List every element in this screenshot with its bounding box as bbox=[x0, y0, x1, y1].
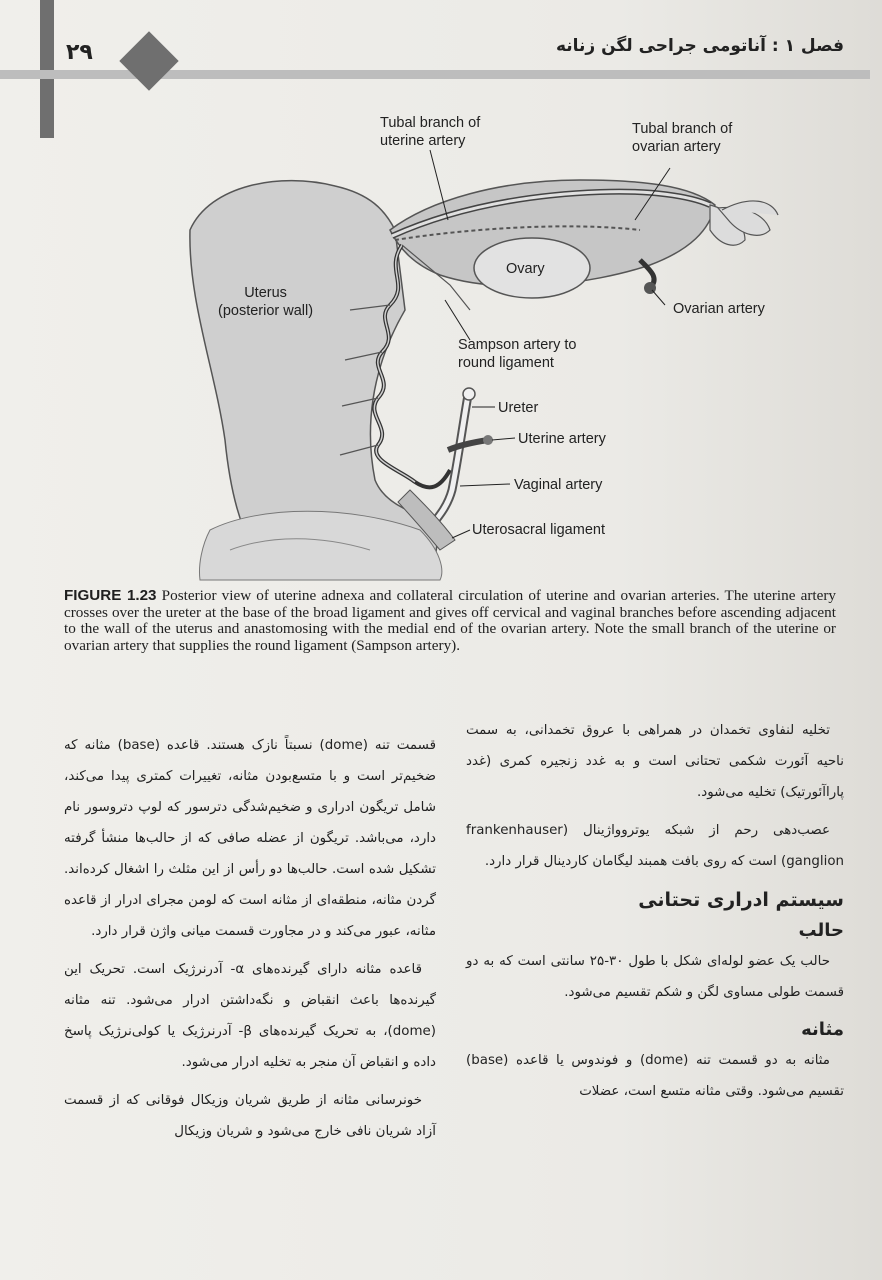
chapter-title: فصل ۱ : آناتومی جراحی لگن زنانه bbox=[555, 36, 844, 56]
heading-urinary-system: سیستم ادراری تحتانی bbox=[638, 889, 844, 911]
label-vaginal-artery: Vaginal artery bbox=[514, 477, 603, 493]
label-ovary: Ovary bbox=[506, 261, 545, 277]
label-line: (posterior wall) bbox=[218, 303, 314, 319]
margin-bar bbox=[40, 0, 54, 138]
paragraph: مثانه به دو قسمت تنه (dome) و فوندوس یا قاعده (base) تقسیم می‌شود. وقتی مثانه متسع است، عضلات bbox=[466, 1053, 844, 1099]
paragraph: خونرسانی مثانه از طریق شریان وزیکال فوقانی که از قسمت آزاد شریان نافی خارج می‌شود و شریان وزیکال bbox=[64, 1093, 436, 1139]
label-line: Tubal branch of bbox=[380, 115, 481, 131]
anatomy-figure bbox=[170, 110, 810, 590]
label-ureter: Ureter bbox=[498, 400, 539, 416]
paragraph: قاعده مثانه دارای گیرنده‌های α- آدرنرژیک است. تحریک این گیرنده‌ها باعث انقباض و نگه‌داشتن ادرار می‌شود. تنه مثانه (dome)، به تحریک گیرنده‌های β- آدرنرژیک یا کولی‌نرژیک پاسخ داده و انقباض آن منجر به تخلیه ادرار می‌شود. bbox=[64, 962, 436, 1070]
right-column bbox=[466, 715, 844, 1114]
label-line: Sampson artery to bbox=[458, 337, 577, 353]
heading-bladder: مثانه bbox=[801, 1019, 844, 1040]
paragraph: قسمت تنه (dome) نسبتاً نازک هستند. قاعده (base) مثانه که ضخیم‌تر است و با متسع‌بودن مثانه، تغییرات کمتری پیدا می‌کند، شامل تریگون ادراری و ضخیم‌شدگی دترسور که لوپ دتروسور نام دارد، می‌باشد. تریگون از عضله صافی که از حالب‌ها منشأ گرفته تشکیل شده است. حالب‌ها دو رأس از این مثلث را اشغال کرده‌اند. گردن مثانه، منطقه‌ای از مثانه است که لومن مجرای ادرار از قاعده مثانه، عبور می‌کند و در مجاورت قسمت میانی واژن قرار دارد. bbox=[64, 738, 437, 939]
label-line: round ligament bbox=[458, 355, 554, 371]
page-number: ۲۹ bbox=[66, 40, 93, 65]
label-uterosacral: Uterosacral ligament bbox=[472, 522, 605, 538]
label-line: Tubal branch of bbox=[632, 121, 733, 137]
label-uterine-artery: Uterine artery bbox=[518, 431, 606, 447]
label-tubal-uterine bbox=[380, 114, 480, 150]
figure-caption bbox=[64, 588, 836, 654]
paragraph: عصب‌دهی رحم از شبکه یوتروواژینال (frankenhauser ganglion) است که روی بافت همبند لیگامان کاردینال قرار دارد. bbox=[466, 823, 844, 869]
label-line: uterine artery bbox=[380, 133, 466, 149]
heading-ureter: حالب bbox=[798, 920, 844, 941]
left-column bbox=[64, 730, 436, 1154]
fimbriae bbox=[710, 201, 778, 245]
label-line: Uterus bbox=[244, 285, 287, 301]
label-ovarian-artery: Ovarian artery bbox=[673, 301, 765, 317]
caption-text: Posterior view of uterine adnexa and collateral circulation of uterine and ovarian arteries. The uterine artery crosses over the ureter at the base of the broad ligament and gives off cervical and vaginal branches before ascending adjacent to the wall of the uterus and anastomosing with the medial end of the ovarian artery. Note the small branch of the uterine or ovarian artery that supplies the round ligament (Sampson artery). bbox=[64, 587, 837, 654]
paragraph: حالب یک عضو لوله‌ای شکل با طول ۳۰-۲۵ سانتی است که به دو قسمت طولی مساوی لگن و شکم تقسیم می‌شود. bbox=[466, 954, 844, 1000]
caption-figure-id: FIGURE 1.23 bbox=[64, 587, 157, 604]
label-uterus bbox=[218, 284, 313, 320]
label-tubal-ovarian bbox=[632, 120, 732, 156]
label-line: ovarian artery bbox=[632, 139, 721, 155]
paragraph: تخلیه لنفاوی تخمدان در همراهی با عروق تخمدانی، به سمت ناحیه آئورت شکمی تحتانی است و به غدد زنجیره کمری (غدد پاراآئورتیک) تخلیه می‌شود. bbox=[466, 723, 844, 800]
label-sampson bbox=[458, 336, 576, 372]
